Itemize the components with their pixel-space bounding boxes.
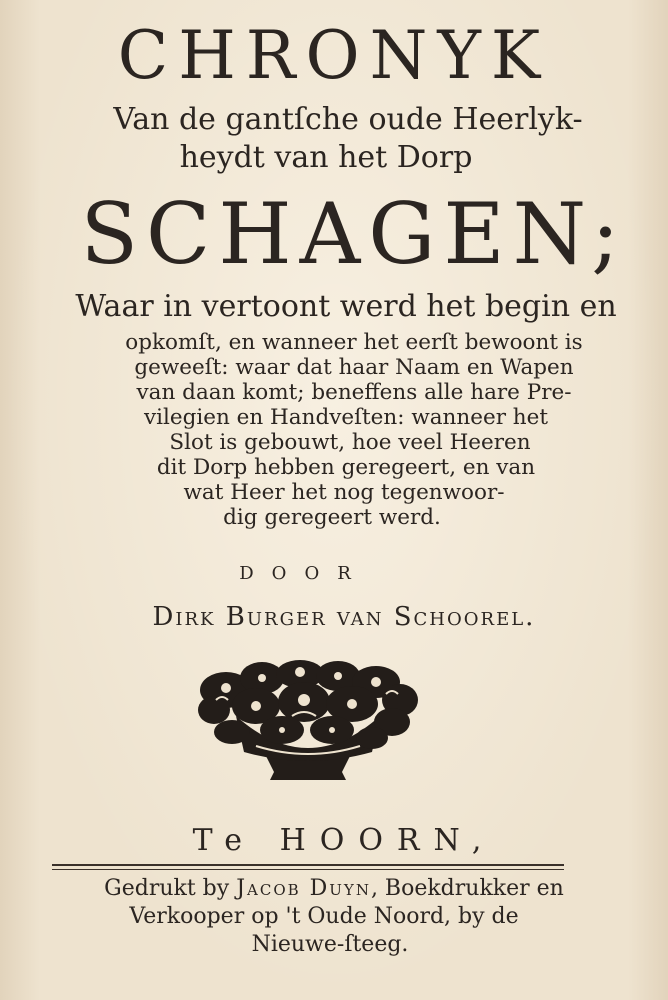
divider-rule [52, 864, 564, 870]
description-line: vilegien en Handveſten: wanneer het [143, 405, 549, 430]
floral-basket-ornament-icon [196, 660, 420, 784]
imprint-occupation: , Boekdrukker en [370, 876, 564, 901]
description-line: opkomſt, en wanneer het eerſt bewoont is [125, 330, 583, 355]
description-line: Slot is gebouwt, hoe veel Heeren [169, 430, 531, 455]
subtitle-line-2: heydt van het Dorp [179, 140, 473, 175]
book-title: CHRONYK [117, 17, 551, 94]
description-line: wat Heer het nog tegenwoor- [183, 480, 505, 505]
description-line: dit Dorp hebben geregeert, en van [156, 455, 536, 480]
printer-name: Jacob Duyn [236, 876, 371, 901]
imprint-line-2: Verkooper op 't Oude Noord, by de [129, 904, 519, 929]
imprint-line-3: Nieuwe-ſteeg. [251, 932, 409, 957]
imprint-printed-by: Gedrukt by [104, 876, 237, 901]
description-line: dig geregeert werd. [223, 505, 441, 530]
description-lead: Waar in vertoont werd het begin en [75, 289, 617, 324]
town-name: SCHAGEN; [80, 185, 628, 283]
author-name: Dirk Burger van Schoorel. [152, 602, 536, 632]
description-line: van daan komt; beneffens alle hare Pre- [136, 380, 572, 405]
place-of-publication: Te HOORN, [192, 823, 496, 858]
imprint-line-1 [0, 874, 668, 904]
byline-door: DOOR [239, 563, 369, 584]
subtitle-line-1: Van de gantſche oude Heerlyk- [113, 102, 583, 137]
description-line: geweeſt: waar dat haar Naam en Wapen [134, 355, 574, 380]
